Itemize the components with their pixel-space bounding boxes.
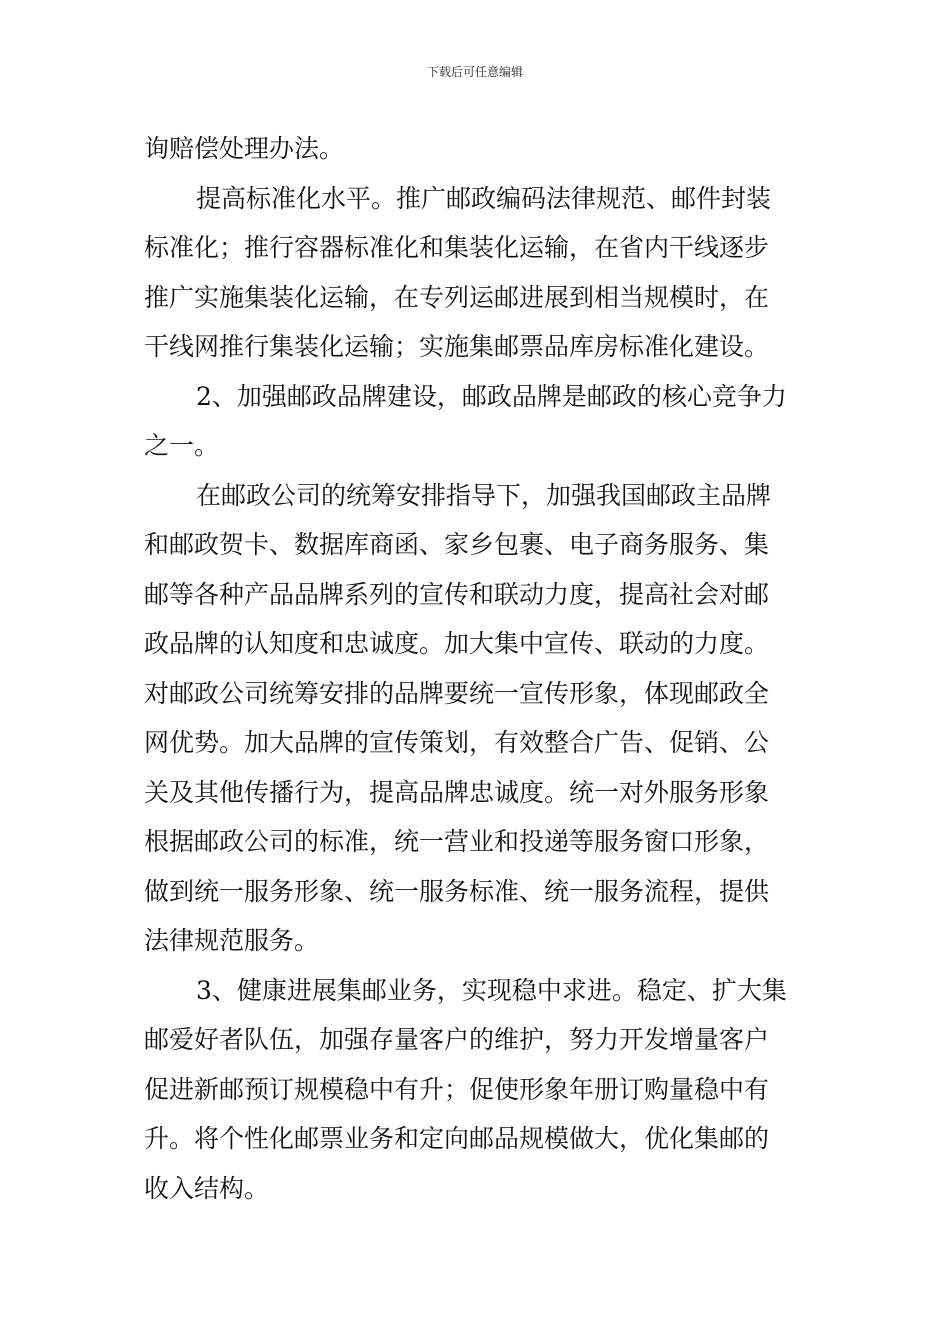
text-line: 促进新邮预订规模稳中有升；促使形象年册订购量稳中有 <box>144 1074 770 1104</box>
text-line: 2、加强邮政品牌建设，邮政品牌是邮政的核心竞争力 <box>196 381 787 411</box>
text-line: 3、健康进展集邮业务，实现稳中求进。稳定、扩大集 <box>196 975 787 1005</box>
text-line: 政品牌的认知度和忠诚度。加大集中宣传、联动的力度。 <box>144 629 770 658</box>
text-line: 根据邮政公司的标准，统一营业和投递等服务窗口形象， <box>144 827 770 856</box>
text-line: 之一。 <box>144 431 220 460</box>
text-line: 询赔偿处理办法。 <box>144 134 345 163</box>
text-line: 标准化；推行容器标准化和集装化运输，在省内干线逐步 <box>144 233 770 262</box>
document-body <box>144 124 808 1213</box>
text-line: 提高标准化水平。推广邮政编码法律规范、邮件封装 <box>196 183 772 213</box>
text-line: 网优势。加大品牌的宣传策划，有效整合广告、促销、公 <box>144 728 770 757</box>
text-line: 在邮政公司的统筹安排指导下，加强我国邮政主品牌 <box>196 480 772 510</box>
text-line: 收入结构。 <box>144 1173 270 1203</box>
text-line: 关及其他传播行为，提高品牌忠诚度。统一对外服务形象 <box>144 777 770 807</box>
text-line: 法律规范服务。 <box>144 926 320 955</box>
page-header-note: 下载后可任意编辑 <box>426 65 523 79</box>
text-line: 做到统一服务形象、统一服务标准、统一服务流程，提供 <box>144 876 770 906</box>
text-line: 推广实施集装化运输，在专列运邮进展到相当规模时，在 <box>144 282 770 312</box>
text-line: 邮等各种产品品牌系列的宣传和联动力度，提高社会对邮 <box>144 579 770 609</box>
text-line: 和邮政贺卡、数据库商函、家乡包裹、电子商务服务、集 <box>144 530 770 559</box>
text-line: 升。将个性化邮票业务和定向邮品规模做大，优化集邮的 <box>144 1124 770 1153</box>
text-line: 干线网推行集装化运输；实施集邮票品库房标准化建设。 <box>144 332 770 361</box>
text-line: 邮爱好者队伍，加强存量客户的维护，努力开发增量客户 <box>144 1025 770 1054</box>
text-line: 对邮政公司统筹安排的品牌要统一宣传形象，体现邮政全 <box>144 678 770 708</box>
